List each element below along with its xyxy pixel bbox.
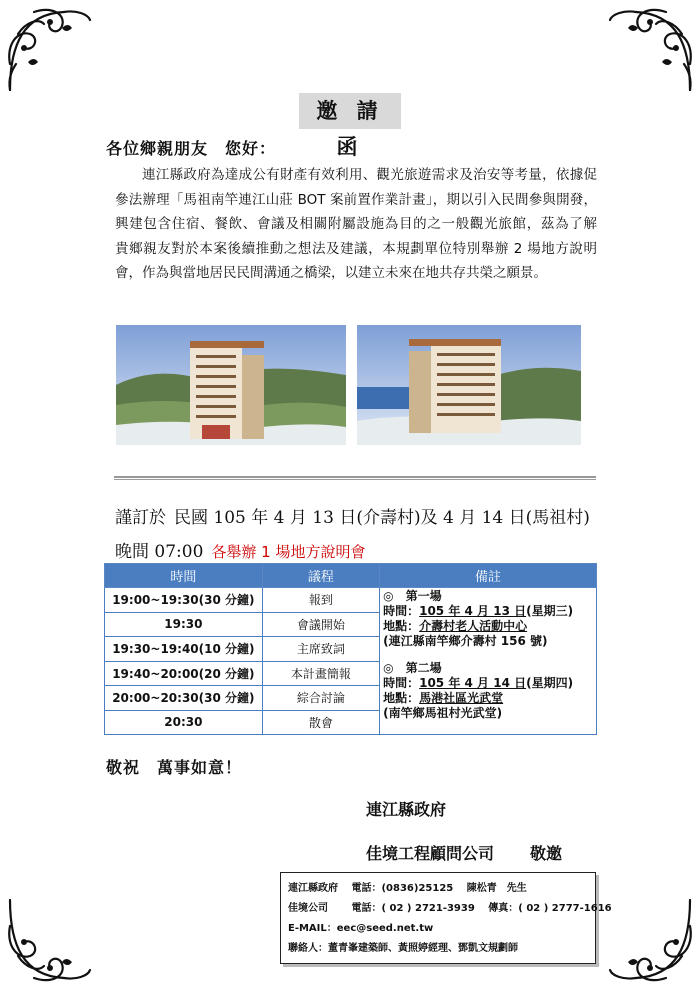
- schedule-dates: [115, 503, 598, 528]
- flourish-icon: [604, 4, 696, 96]
- document-title: 邀 請 函: [299, 93, 401, 129]
- row-time: 20:00~20:30(30 分鐘): [105, 686, 263, 711]
- schedule-highlight: 各舉辦 1 場地方說明會: [211, 543, 366, 561]
- row-time: 20:30: [105, 710, 263, 735]
- header-program: 議程: [262, 564, 379, 588]
- schedule-date-text: 民國 105 年 4 月 13 日(介壽村)及 4 月 14 日(馬祖村): [174, 508, 590, 528]
- note-time-suffix: (星期四): [526, 676, 574, 690]
- note-place-label: 地點：: [383, 619, 420, 633]
- schedule-time: [115, 537, 366, 562]
- row-program: 報到: [262, 588, 379, 613]
- schedule-prefix: 謹訂於: [115, 508, 166, 528]
- corner-ornament-top-left: [4, 4, 96, 96]
- note-place-label: 地點：: [383, 691, 420, 705]
- greeting: 各位鄉親朋友 您好：: [106, 139, 277, 158]
- section-divider: [114, 476, 596, 480]
- header-notes: 備註: [380, 564, 597, 588]
- intro-paragraph: [115, 163, 611, 286]
- note-time-label: 時間：: [383, 676, 420, 690]
- contact-phone-1: 電話：(0836)25125: [351, 883, 454, 894]
- signature-org-2: 佳境工程顧問公司: [366, 844, 495, 863]
- row-time: 19:30: [105, 612, 263, 637]
- signature-org-1: 連江縣政府: [366, 800, 447, 819]
- note-time-suffix: (星期三): [526, 604, 574, 618]
- corner-ornament-bottom-left: [4, 894, 96, 986]
- corner-ornament-top-right: [604, 4, 696, 96]
- flourish-icon: [4, 894, 96, 986]
- signature-bow: 敬邀: [530, 844, 563, 863]
- contact-box: [280, 872, 612, 964]
- note-heading: ◎ 第一場: [383, 589, 442, 603]
- row-time: 19:00~19:30(30 分鐘): [105, 588, 263, 613]
- agenda-header-row: [105, 564, 597, 588]
- contact-line-2: [288, 899, 612, 919]
- contact-org-2: 佳境公司: [288, 903, 328, 914]
- building-image-icon: [357, 325, 581, 445]
- note-time-label: 時間：: [383, 604, 420, 618]
- row-program: 主席致詞: [262, 637, 379, 662]
- row-program: 本計畫簡報: [262, 661, 379, 686]
- corner-ornament-bottom-right: [604, 894, 696, 986]
- note-place-value: 馬港社區光武堂: [419, 691, 504, 705]
- agenda-notes: [380, 588, 597, 735]
- row-program: 散會: [262, 710, 379, 735]
- schedule-time-text: 晚間 07:00: [115, 542, 204, 562]
- contact-fax-2: 傳真：( 02 ) 2777-1616: [488, 903, 612, 914]
- note-heading: ◎ 第二場: [383, 661, 442, 675]
- note-time-value: 105 年 4 月 14 日: [419, 676, 527, 690]
- contact-org-1: 連江縣政府: [288, 883, 338, 894]
- closing-wishes: 敬祝 萬事如意！: [106, 758, 243, 777]
- contact-email[interactable]: E-MAIL：eec@seed.net.tw: [288, 923, 434, 934]
- hotel-rendering-right: [357, 325, 581, 445]
- note-time-value: 105 年 4 月 13 日: [419, 604, 527, 618]
- hotel-rendering-left: [116, 325, 346, 445]
- note-first-session: [383, 589, 593, 649]
- note-address: (南竿鄉馬祖村光武堂): [383, 706, 503, 720]
- row-time: 19:30~19:40(10 分鐘): [105, 637, 263, 662]
- note-place-value: 介壽村老人活動中心: [419, 619, 528, 633]
- flourish-icon: [4, 4, 96, 96]
- row-program: 會議開始: [262, 612, 379, 637]
- contact-phone-2: 電話：( 02 ) 2721-3939: [351, 903, 475, 914]
- row-time: 19:40~20:00(20 分鐘): [105, 661, 263, 686]
- building-image-icon: [116, 325, 346, 445]
- table-row: [105, 588, 597, 613]
- intro-text: 連江縣政府為達成公有財產有效利用、觀光旅遊需求及治安等考量，依據促參法辦理「馬祖南竿連江山莊 BOT 案前置作業計畫」，期以引入民間參與開發，興建包含住宿、餐飲、會議及相關附屬設施為目的之一般觀光旅館，茲為了解 貴鄉親友對於本案後續推動之想法及建議，本規劃單位特別舉辦 2 場地方說明會，作為與當地居民民間溝通之橋梁，以建立未來在地共存共榮之願景。: [115, 167, 611, 281]
- note-address: (連江縣南竿鄉介壽村 156 號): [383, 634, 548, 648]
- row-program: 綜合討論: [262, 686, 379, 711]
- contact-persons: 聯絡人：董青峯建築師、黃照婷經理、鄧凱文規劃師: [288, 943, 518, 954]
- flourish-icon: [604, 894, 696, 986]
- contact-line-1: [288, 879, 588, 899]
- agenda-table: [104, 563, 597, 735]
- contact-person-1: 陳松青 先生: [466, 883, 527, 894]
- note-second-session: [383, 661, 593, 721]
- header-time: 時間: [105, 564, 263, 588]
- signature-line-2: [366, 841, 562, 864]
